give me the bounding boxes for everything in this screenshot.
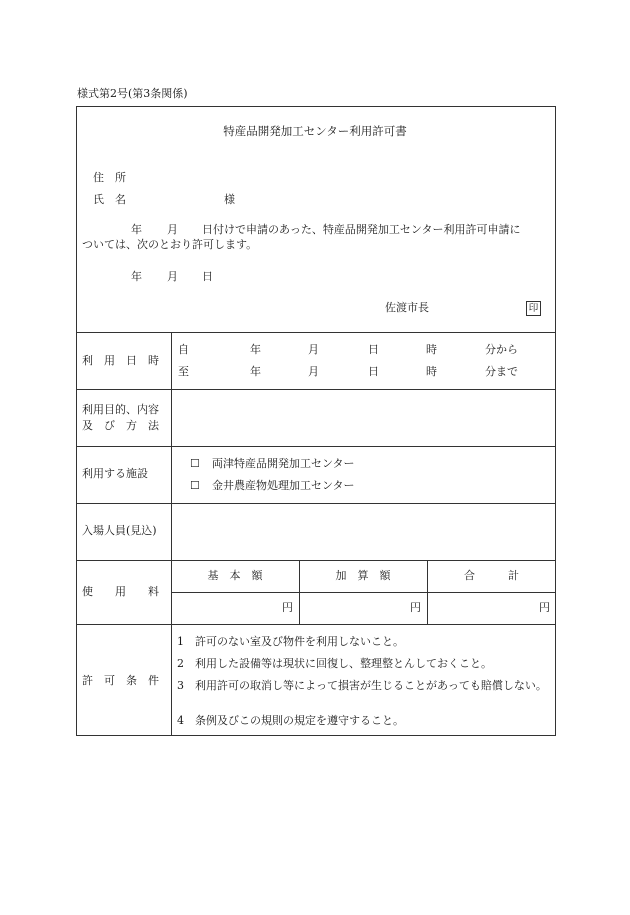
facility-checkbox-ryotsu[interactable]: ☐	[190, 457, 200, 470]
from-hour: 時	[426, 343, 437, 356]
condition-item: 2 利用した設備等は現状に回復し、整理整とんしておくこと。	[177, 657, 492, 670]
from-month: 月	[308, 343, 319, 356]
issue-day: 日	[202, 270, 213, 283]
name-label: 氏 名	[93, 193, 126, 206]
seal-box: 印	[526, 301, 541, 316]
from-day: 日	[368, 343, 379, 356]
divider	[76, 446, 556, 447]
facility-option-kanai: 金井農産物処理加工センター	[212, 479, 355, 492]
to-prefix: 至	[178, 365, 189, 378]
divider	[76, 560, 556, 561]
fee-header-divider	[171, 592, 556, 593]
form-reference: 様式第2号(第3条関係)	[77, 87, 188, 100]
condition-item: 3 利用許可の取消し等によって損害が生じることがあっても賠償しない。	[177, 679, 547, 692]
from-prefix: 自	[178, 343, 189, 356]
fee-unit-total: 円	[539, 601, 550, 614]
to-day: 日	[368, 365, 379, 378]
divider	[76, 332, 556, 333]
fee-unit-base: 円	[282, 601, 293, 614]
from-year: 年	[250, 343, 261, 356]
date-rest: 日付けで申請のあった、特産品開発加工センター利用許可申請に	[202, 223, 521, 236]
attendance-label: 入場人員(見込)	[82, 524, 157, 537]
fee-header-additional: 加 算 額	[335, 569, 391, 582]
from-minute: 分から	[485, 343, 518, 356]
label-column-divider	[171, 332, 172, 736]
conditions-label: 許 可 条 件	[82, 674, 159, 687]
date-year: 年	[131, 223, 142, 236]
datetime-label: 利 用 日 時	[82, 354, 159, 367]
purpose-label-line1: 利用目的、内容	[82, 403, 159, 416]
divider	[76, 389, 556, 390]
issuer: 佐渡市長	[385, 301, 429, 314]
honorific: 様	[224, 193, 235, 206]
address-label: 住 所	[93, 171, 126, 184]
fee-header-total: 合 計	[464, 569, 519, 582]
to-hour: 時	[426, 365, 437, 378]
fee-header-base: 基 本 額	[207, 569, 263, 582]
purpose-label-line2: 及 び 方 法	[82, 419, 159, 432]
divider	[76, 624, 556, 625]
fee-label: 使 用 料	[82, 585, 159, 598]
condition-item: 1 許可のない室及び物件を利用しないこと。	[177, 635, 404, 648]
to-minute: 分まで	[485, 365, 518, 378]
condition-item: 4 条例及びこの規則の規定を遵守すること。	[177, 714, 404, 727]
to-year: 年	[250, 365, 261, 378]
date-line2: ついては、次のとおり許可します。	[82, 238, 258, 251]
facility-option-ryotsu: 両津特産品開発加工センター	[212, 457, 355, 470]
issue-year: 年	[131, 270, 142, 283]
facility-label: 利用する施設	[82, 467, 148, 480]
issue-month: 月	[167, 270, 178, 283]
date-month: 月	[167, 223, 178, 236]
document-title: 特産品開発加工センター利用許可書	[223, 124, 407, 138]
divider	[76, 503, 556, 504]
fee-unit-additional: 円	[410, 601, 421, 614]
facility-checkbox-kanai[interactable]: ☐	[190, 479, 200, 492]
to-month: 月	[308, 365, 319, 378]
